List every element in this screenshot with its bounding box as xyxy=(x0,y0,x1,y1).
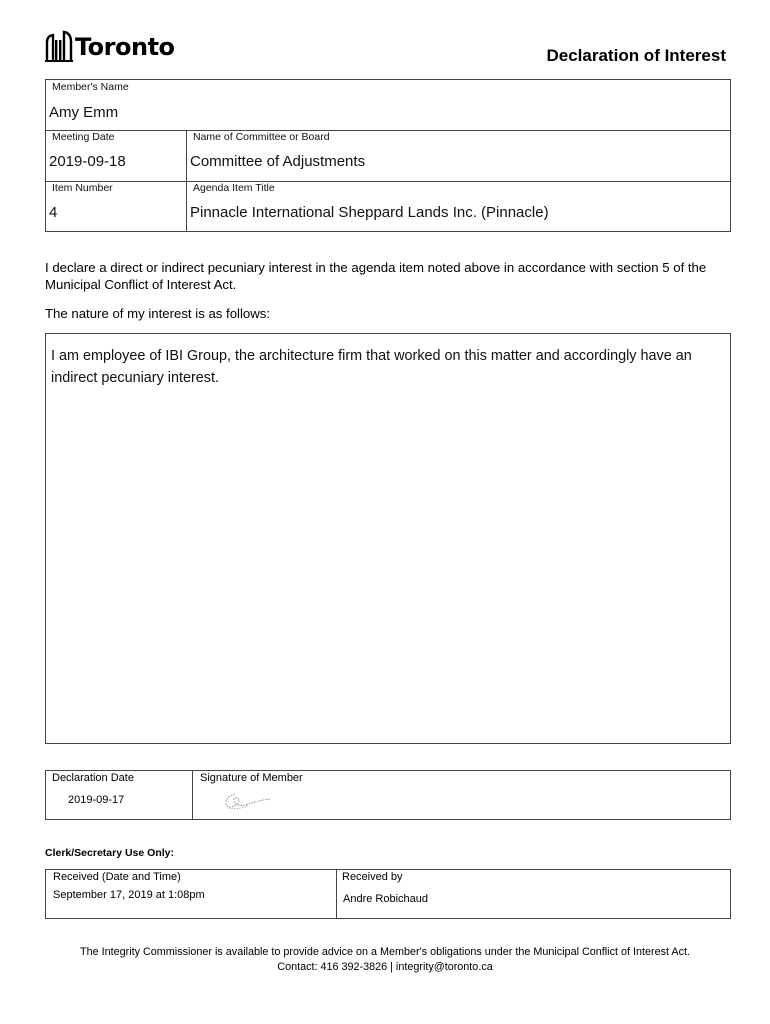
item-number-cell xyxy=(46,181,186,232)
members-name-value: Amy Emm xyxy=(49,104,119,121)
declaration-text: I declare a direct or indirect pecuniary interest in the agenda item noted above in accordance with section 5 of the Municipal Conflict of Interest Act. xyxy=(45,260,707,292)
committee-label: Name of Committee or Board xyxy=(193,131,330,143)
agenda-title-label: Agenda Item Title xyxy=(193,182,275,194)
toronto-logo xyxy=(45,22,175,62)
item-number-label: Item Number xyxy=(52,182,113,194)
page-title: Declaration of Interest xyxy=(546,46,726,65)
footer xyxy=(0,945,770,975)
nature-label: The nature of my interest is as follows: xyxy=(45,306,271,321)
received-by-cell xyxy=(336,870,730,918)
agenda-title-cell xyxy=(186,181,730,232)
signature-image xyxy=(221,788,283,812)
signature-cell xyxy=(192,771,730,819)
member-name-row xyxy=(46,80,730,131)
agenda-title-value: Pinnacle International Sheppard Lands Inc. (Pinnacle) xyxy=(190,204,549,221)
clerk-section-title: Clerk/Secretary Use Only: xyxy=(45,847,174,859)
received-label: Received (Date and Time) xyxy=(53,871,181,883)
city-hall-icon xyxy=(45,28,73,62)
meeting-date-value: 2019-09-18 xyxy=(49,153,126,170)
member-info-form xyxy=(45,79,731,232)
declaration-date-label: Declaration Date xyxy=(52,772,134,784)
signature-box xyxy=(45,770,731,820)
received-by-value: Andre Robichaud xyxy=(343,893,429,905)
footer-contact-line: Contact: 416 392-3826 | integrity@toronto.ca xyxy=(277,961,493,973)
declaration-date-value: 2019-09-17 xyxy=(68,794,125,806)
received-cell xyxy=(46,870,336,918)
interest-text: I am employee of IBI Group, the architecture firm that worked on this matter and accordingly have an indirect pecuniary interest. xyxy=(51,348,692,386)
members-name-label: Member's Name xyxy=(52,81,129,93)
received-by-label: Received by xyxy=(342,871,403,883)
clerk-box xyxy=(45,869,731,919)
declaration-date-cell xyxy=(46,771,192,819)
item-number-value: 4 xyxy=(49,204,58,221)
interest-box xyxy=(45,333,731,744)
meeting-row xyxy=(46,130,730,182)
agenda-row xyxy=(46,181,730,232)
logo-wordmark: Toronto xyxy=(75,33,175,61)
signature-label: Signature of Member xyxy=(200,772,303,784)
received-value: September 17, 2019 at 1:08pm xyxy=(53,889,205,901)
committee-value: Committee of Adjustments xyxy=(190,153,366,170)
meeting-date-cell xyxy=(46,130,186,181)
footer-advice-line: The Integrity Commissioner is available to provide advice on a Member's obligations under the Municipal Conflict of Interest Act. xyxy=(80,946,690,958)
meeting-date-label: Meeting Date xyxy=(52,131,115,143)
committee-cell xyxy=(186,130,730,181)
